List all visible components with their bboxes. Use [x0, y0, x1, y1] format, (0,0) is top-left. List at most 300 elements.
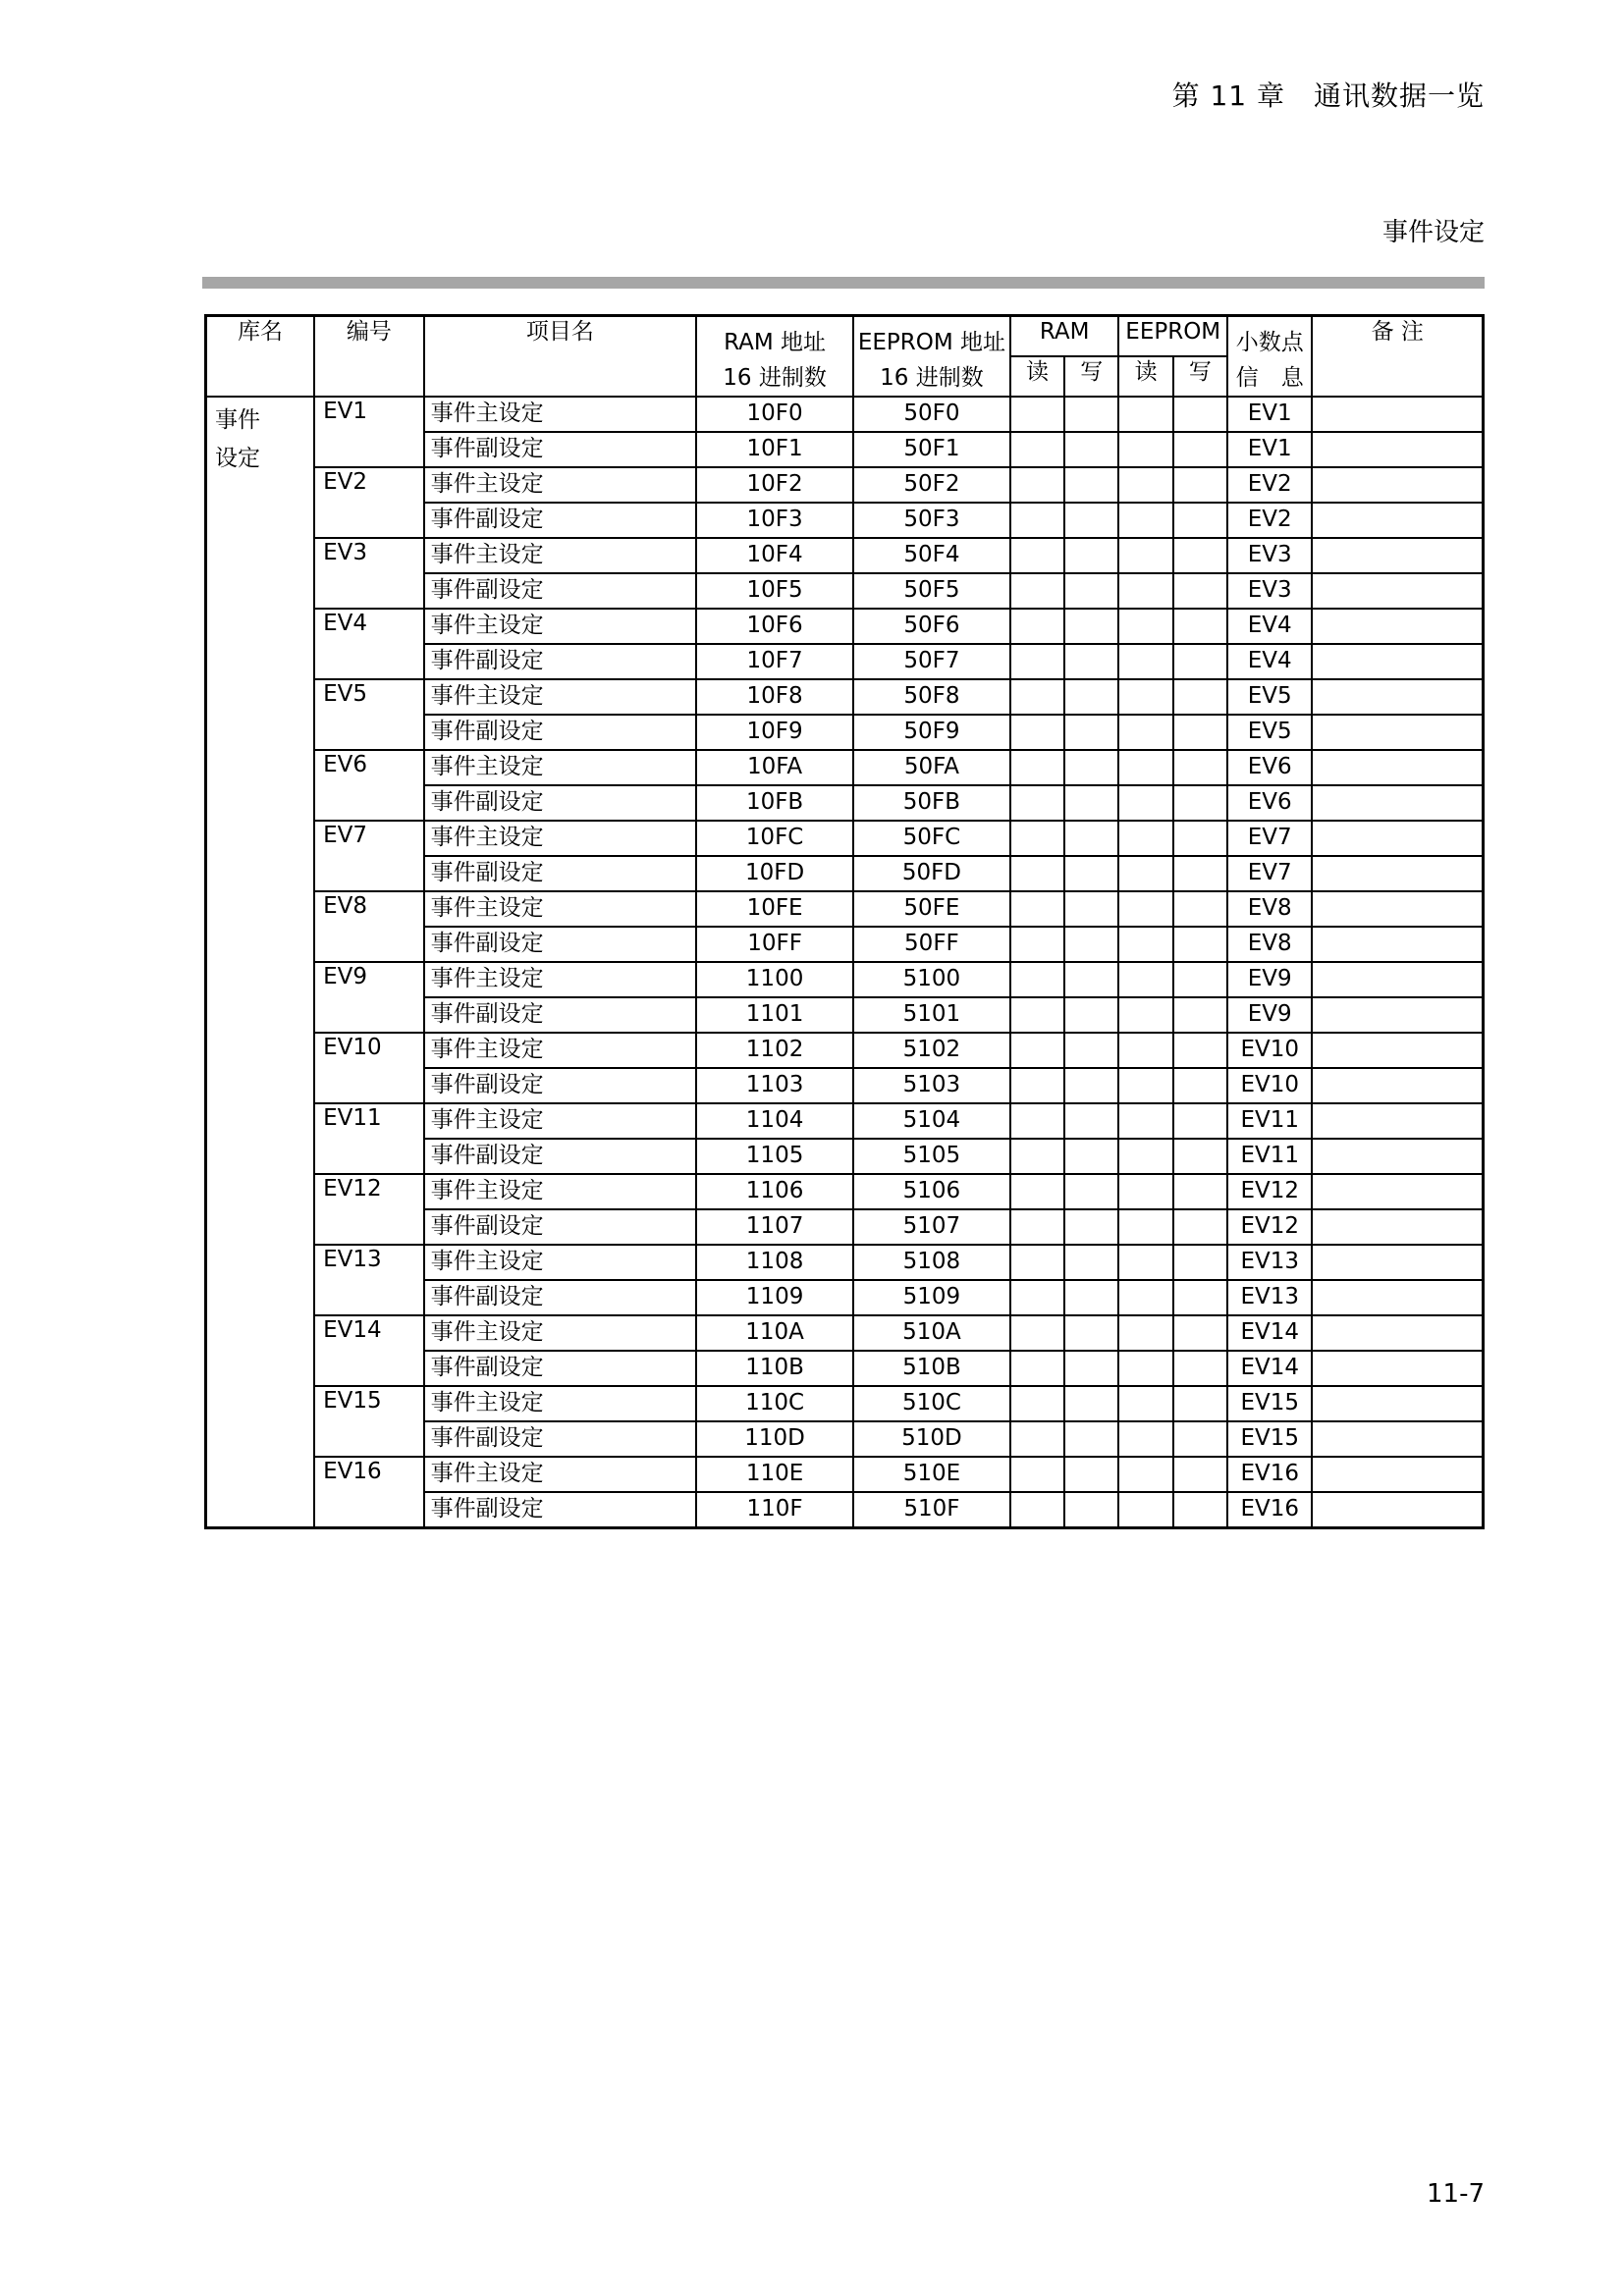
chapter-header: 第 11 章 通讯数据一览 [1171, 80, 1485, 112]
ram-address-cell: 1106 [696, 1174, 853, 1209]
decimal-info-cell: EV11 [1227, 1139, 1312, 1174]
decimal-info-cell: EV11 [1227, 1103, 1312, 1139]
ram-write-cell [1064, 644, 1118, 679]
ram-read-cell [1010, 503, 1064, 538]
eeprom-address-cell: 50F7 [853, 644, 1010, 679]
remarks-cell [1312, 927, 1483, 962]
eeprom-address-cell: 50FF [853, 927, 1010, 962]
ram-write-cell [1064, 467, 1118, 503]
eeprom-address-cell: 5100 [853, 962, 1010, 997]
library-name-line: 事件 [215, 407, 260, 433]
ram-address-cell: 10F3 [696, 503, 853, 538]
ram-read-cell [1010, 1103, 1064, 1139]
eeprom-read-cell [1118, 997, 1172, 1033]
ram-address-cell: 10F8 [696, 679, 853, 715]
ram-read-cell [1010, 1421, 1064, 1457]
item-name-cell: 事件副设定 [424, 997, 696, 1033]
eeprom-address-cell: 50F3 [853, 503, 1010, 538]
decimal-info-cell: EV1 [1227, 397, 1312, 432]
item-name-cell: 事件主设定 [424, 1386, 696, 1421]
eeprom-address-cell: 510C [853, 1386, 1010, 1421]
ram-write-cell [1064, 715, 1118, 750]
eeprom-address-cell: 5103 [853, 1068, 1010, 1103]
col-item-name-header: 项目名 [424, 316, 696, 398]
ram-address-hex-label: 16 进制数 [723, 365, 827, 391]
table-row [206, 821, 1484, 856]
ram-read-cell [1010, 1139, 1064, 1174]
ram-read-cell [1010, 538, 1064, 573]
item-name-cell: 事件主设定 [424, 679, 696, 715]
ram-write-cell [1064, 962, 1118, 997]
ram-read-cell [1010, 1457, 1064, 1492]
decimal-info-cell: EV15 [1227, 1421, 1312, 1457]
ram-write-cell [1064, 1351, 1118, 1386]
ram-write-cell [1064, 538, 1118, 573]
ram-address-cell: 1107 [696, 1209, 853, 1245]
ram-write-cell [1064, 1245, 1118, 1280]
ram-address-cell: 110F [696, 1492, 853, 1527]
decimal-info-cell: EV13 [1227, 1280, 1312, 1315]
eeprom-address-cell: 510E [853, 1457, 1010, 1492]
table-row [206, 1245, 1484, 1280]
table-row [206, 1033, 1484, 1068]
ram-read-header: 读 [1010, 356, 1064, 397]
ram-write-cell [1064, 397, 1118, 432]
eeprom-write-cell [1173, 1174, 1227, 1209]
eeprom-read-cell [1118, 1421, 1172, 1457]
eeprom-write-cell [1173, 573, 1227, 609]
item-name-cell: 事件主设定 [424, 538, 696, 573]
eeprom-address-cell: 50FB [853, 785, 1010, 821]
ram-write-cell [1064, 1174, 1118, 1209]
remarks-cell [1312, 1421, 1483, 1457]
remarks-cell [1312, 821, 1483, 856]
col-decimal-header [1227, 316, 1312, 398]
remarks-cell [1312, 1139, 1483, 1174]
ram-read-cell [1010, 715, 1064, 750]
eeprom-read-cell [1118, 1209, 1172, 1245]
ram-read-cell [1010, 962, 1064, 997]
eeprom-read-cell [1118, 1315, 1172, 1351]
decimal-info-cell: EV6 [1227, 750, 1312, 785]
eeprom-address-cell: 50FA [853, 750, 1010, 785]
ram-write-cell [1064, 609, 1118, 644]
decimal-info-cell: EV3 [1227, 573, 1312, 609]
ram-read-cell [1010, 397, 1064, 432]
eeprom-read-cell [1118, 397, 1172, 432]
table-row [206, 962, 1484, 997]
ram-write-cell [1064, 1103, 1118, 1139]
decimal-info-cell: EV10 [1227, 1033, 1312, 1068]
eeprom-write-cell [1173, 1315, 1227, 1351]
eeprom-read-cell [1118, 1068, 1172, 1103]
event-number-cell: EV8 [314, 891, 424, 962]
eeprom-address-hex-label: 16 进制数 [880, 365, 984, 391]
table-row [206, 1103, 1484, 1139]
remarks-cell [1312, 997, 1483, 1033]
ram-write-cell [1064, 927, 1118, 962]
ram-write-cell [1064, 1033, 1118, 1068]
decimal-info-cell: EV9 [1227, 962, 1312, 997]
decimal-info-cell: EV12 [1227, 1174, 1312, 1209]
col-library-header: 库名 [206, 316, 315, 398]
eeprom-write-cell [1173, 1457, 1227, 1492]
event-number-cell: EV9 [314, 962, 424, 1033]
decimal-info-cell: EV4 [1227, 644, 1312, 679]
remarks-cell [1312, 1174, 1483, 1209]
eeprom-address-cell: 5107 [853, 1209, 1010, 1245]
ram-address-cell: 1105 [696, 1139, 853, 1174]
ram-address-cell: 10F4 [696, 538, 853, 573]
ram-address-cell: 10F7 [696, 644, 853, 679]
eeprom-read-cell [1118, 962, 1172, 997]
remarks-cell [1312, 397, 1483, 432]
ram-read-cell [1010, 856, 1064, 891]
ram-write-header: 写 [1064, 356, 1118, 397]
eeprom-address-cell: 510F [853, 1492, 1010, 1527]
ram-address-cell: 1101 [696, 997, 853, 1033]
eeprom-address-label: EEPROM 地址 [857, 330, 1006, 355]
eeprom-address-cell: 5105 [853, 1139, 1010, 1174]
remarks-cell [1312, 1033, 1483, 1068]
eeprom-write-cell [1173, 1280, 1227, 1315]
remarks-cell [1312, 467, 1483, 503]
register-table [204, 314, 1485, 1529]
item-name-cell: 事件主设定 [424, 1315, 696, 1351]
ram-read-cell [1010, 1033, 1064, 1068]
eeprom-read-cell [1118, 1103, 1172, 1139]
eeprom-write-cell [1173, 1386, 1227, 1421]
item-name-cell: 事件副设定 [424, 1280, 696, 1315]
eeprom-read-cell [1118, 573, 1172, 609]
item-name-cell: 事件副设定 [424, 432, 696, 467]
item-name-cell: 事件主设定 [424, 821, 696, 856]
ram-read-cell [1010, 1068, 1064, 1103]
ram-read-cell [1010, 1174, 1064, 1209]
eeprom-write-cell [1173, 891, 1227, 927]
ram-write-cell [1064, 856, 1118, 891]
eeprom-read-cell [1118, 1492, 1172, 1527]
ram-read-cell [1010, 821, 1064, 856]
ram-address-cell: 10F1 [696, 432, 853, 467]
decimal-info-cell: EV1 [1227, 432, 1312, 467]
table-row [206, 1315, 1484, 1351]
remarks-cell [1312, 644, 1483, 679]
ram-write-cell [1064, 997, 1118, 1033]
decimal-info-cell: EV9 [1227, 997, 1312, 1033]
item-name-cell: 事件主设定 [424, 467, 696, 503]
table-row [206, 467, 1484, 503]
eeprom-read-cell [1118, 927, 1172, 962]
eeprom-read-cell [1118, 432, 1172, 467]
ram-address-cell: 10F2 [696, 467, 853, 503]
table-row [206, 397, 1484, 432]
decimal-info-cell: EV8 [1227, 927, 1312, 962]
table-row [206, 1457, 1484, 1492]
item-name-cell: 事件副设定 [424, 1068, 696, 1103]
eeprom-read-cell [1118, 1245, 1172, 1280]
eeprom-address-cell: 50F9 [853, 715, 1010, 750]
ram-read-cell [1010, 891, 1064, 927]
library-name-line: 设定 [215, 446, 260, 471]
item-name-cell: 事件副设定 [424, 927, 696, 962]
ram-write-cell [1064, 573, 1118, 609]
item-name-cell: 事件副设定 [424, 856, 696, 891]
decimal-info-cell: EV14 [1227, 1315, 1312, 1351]
eeprom-write-cell [1173, 467, 1227, 503]
eeprom-write-cell [1173, 1209, 1227, 1245]
eeprom-address-cell: 5109 [853, 1280, 1010, 1315]
ram-read-cell [1010, 927, 1064, 962]
remarks-cell [1312, 1315, 1483, 1351]
eeprom-read-cell [1118, 856, 1172, 891]
eeprom-write-cell [1173, 1351, 1227, 1386]
item-name-cell: 事件副设定 [424, 1492, 696, 1527]
item-name-cell: 事件主设定 [424, 1103, 696, 1139]
eeprom-write-cell [1173, 962, 1227, 997]
remarks-cell [1312, 1068, 1483, 1103]
ram-read-cell [1010, 1386, 1064, 1421]
ram-read-cell [1010, 1209, 1064, 1245]
eeprom-read-cell [1118, 1033, 1172, 1068]
remarks-cell [1312, 679, 1483, 715]
remarks-cell [1312, 1245, 1483, 1280]
event-number-cell: EV12 [314, 1174, 424, 1245]
ram-write-cell [1064, 679, 1118, 715]
col-eeprom-access-header: EEPROM [1118, 316, 1227, 357]
eeprom-address-cell: 50F8 [853, 679, 1010, 715]
remarks-cell [1312, 750, 1483, 785]
eeprom-read-cell [1118, 1280, 1172, 1315]
table-row [206, 609, 1484, 644]
item-name-cell: 事件副设定 [424, 1209, 696, 1245]
decimal-info-cell: EV7 [1227, 856, 1312, 891]
ram-address-cell: 110B [696, 1351, 853, 1386]
eeprom-read-cell [1118, 1386, 1172, 1421]
decimal-info-cell: EV15 [1227, 1386, 1312, 1421]
item-name-cell: 事件副设定 [424, 503, 696, 538]
eeprom-write-cell [1173, 1139, 1227, 1174]
eeprom-address-cell: 510A [853, 1315, 1010, 1351]
ram-address-cell: 10FF [696, 927, 853, 962]
ram-address-cell: 110A [696, 1315, 853, 1351]
ram-address-cell: 10FD [696, 856, 853, 891]
eeprom-address-cell: 5108 [853, 1245, 1010, 1280]
ram-address-cell: 1104 [696, 1103, 853, 1139]
eeprom-read-cell [1118, 609, 1172, 644]
eeprom-read-cell [1118, 1457, 1172, 1492]
ram-read-cell [1010, 573, 1064, 609]
ram-address-cell: 10F5 [696, 573, 853, 609]
ram-address-label: RAM 地址 [724, 330, 827, 355]
remarks-cell [1312, 538, 1483, 573]
ram-address-cell: 110E [696, 1457, 853, 1492]
table-row [206, 679, 1484, 715]
eeprom-read-cell [1118, 1174, 1172, 1209]
ram-address-cell: 10FA [696, 750, 853, 785]
eeprom-read-cell [1118, 644, 1172, 679]
page-number: 11-7 [1426, 2179, 1485, 2209]
eeprom-write-cell [1173, 750, 1227, 785]
eeprom-address-cell: 5104 [853, 1103, 1010, 1139]
item-name-cell: 事件副设定 [424, 1421, 696, 1457]
ram-address-cell: 1102 [696, 1033, 853, 1068]
eeprom-read-cell [1118, 821, 1172, 856]
remarks-cell [1312, 432, 1483, 467]
ram-read-cell [1010, 1351, 1064, 1386]
remarks-cell [1312, 1351, 1483, 1386]
ram-read-cell [1010, 997, 1064, 1033]
ram-read-cell [1010, 750, 1064, 785]
item-name-cell: 事件主设定 [424, 750, 696, 785]
ram-address-cell: 10F0 [696, 397, 853, 432]
item-name-cell: 事件主设定 [424, 1174, 696, 1209]
decimal-info-cell: EV8 [1227, 891, 1312, 927]
ram-address-cell: 110C [696, 1386, 853, 1421]
event-number-cell: EV15 [314, 1386, 424, 1457]
ram-address-cell: 10F9 [696, 715, 853, 750]
decimal-info-cell: EV4 [1227, 609, 1312, 644]
remarks-cell [1312, 573, 1483, 609]
eeprom-read-cell [1118, 1139, 1172, 1174]
eeprom-address-cell: 50F5 [853, 573, 1010, 609]
remarks-cell [1312, 962, 1483, 997]
eeprom-address-cell: 50FD [853, 856, 1010, 891]
decimal-info-cell: EV16 [1227, 1492, 1312, 1527]
decimal-info-cell: EV3 [1227, 538, 1312, 573]
eeprom-write-cell [1173, 785, 1227, 821]
ram-write-cell [1064, 1209, 1118, 1245]
event-number-cell: EV13 [314, 1245, 424, 1315]
eeprom-write-cell [1173, 821, 1227, 856]
eeprom-write-cell [1173, 1103, 1227, 1139]
col-number-header: 编号 [314, 316, 424, 398]
eeprom-address-cell: 50F0 [853, 397, 1010, 432]
col-remarks-header: 备 注 [1312, 316, 1483, 398]
remarks-cell [1312, 1492, 1483, 1527]
remarks-cell [1312, 1209, 1483, 1245]
eeprom-write-cell [1173, 715, 1227, 750]
remarks-cell [1312, 1103, 1483, 1139]
eeprom-write-cell [1173, 679, 1227, 715]
section-divider [202, 277, 1485, 289]
ram-read-cell [1010, 1315, 1064, 1351]
eeprom-address-cell: 5106 [853, 1174, 1010, 1209]
eeprom-write-cell [1173, 1033, 1227, 1068]
ram-write-cell [1064, 503, 1118, 538]
col-eeprom-address-header [853, 316, 1010, 398]
eeprom-read-cell [1118, 503, 1172, 538]
decimal-info-cell: EV2 [1227, 467, 1312, 503]
col-ram-access-header: RAM [1010, 316, 1119, 357]
ram-read-cell [1010, 432, 1064, 467]
eeprom-address-cell: 5102 [853, 1033, 1010, 1068]
remarks-cell [1312, 785, 1483, 821]
eeprom-write-cell [1173, 432, 1227, 467]
ram-write-cell [1064, 1457, 1118, 1492]
ram-address-cell: 110D [696, 1421, 853, 1457]
event-number-cell: EV2 [314, 467, 424, 538]
remarks-cell [1312, 1457, 1483, 1492]
event-number-cell: EV4 [314, 609, 424, 679]
event-number-cell: EV14 [314, 1315, 424, 1386]
event-number-cell: EV5 [314, 679, 424, 750]
event-number-cell: EV1 [314, 397, 424, 467]
ram-address-cell: 10FE [696, 891, 853, 927]
eeprom-address-cell: 50F4 [853, 538, 1010, 573]
eeprom-address-cell: 510D [853, 1421, 1010, 1457]
item-name-cell: 事件主设定 [424, 609, 696, 644]
ram-read-cell [1010, 785, 1064, 821]
ram-write-cell [1064, 1386, 1118, 1421]
ram-read-cell [1010, 1280, 1064, 1315]
eeprom-write-cell [1173, 538, 1227, 573]
decimal-info-cell: EV13 [1227, 1245, 1312, 1280]
event-number-cell: EV6 [314, 750, 424, 821]
eeprom-address-cell: 50FE [853, 891, 1010, 927]
eeprom-write-cell [1173, 927, 1227, 962]
library-cell [206, 397, 315, 1527]
decimal-info-cell: EV12 [1227, 1209, 1312, 1245]
remarks-cell [1312, 503, 1483, 538]
table-row [206, 538, 1484, 573]
ram-address-cell: 10F6 [696, 609, 853, 644]
remarks-cell [1312, 1386, 1483, 1421]
eeprom-read-cell [1118, 679, 1172, 715]
ram-write-cell [1064, 821, 1118, 856]
decimal-label: 小数点 [1235, 330, 1304, 355]
remarks-cell [1312, 891, 1483, 927]
item-name-cell: 事件主设定 [424, 891, 696, 927]
eeprom-write-cell [1173, 1492, 1227, 1527]
eeprom-read-cell [1118, 1351, 1172, 1386]
remarks-cell [1312, 609, 1483, 644]
decimal-info-cell: EV7 [1227, 821, 1312, 856]
decimal-info-cell: EV2 [1227, 503, 1312, 538]
eeprom-read-cell [1118, 715, 1172, 750]
eeprom-write-header: 写 [1173, 356, 1227, 397]
ram-read-cell [1010, 609, 1064, 644]
eeprom-address-cell: 50FC [853, 821, 1010, 856]
item-name-cell: 事件主设定 [424, 1457, 696, 1492]
eeprom-write-cell [1173, 1245, 1227, 1280]
item-name-cell: 事件主设定 [424, 1245, 696, 1280]
ram-write-cell [1064, 750, 1118, 785]
remarks-cell [1312, 1280, 1483, 1315]
register-table-body [206, 397, 1484, 1527]
decimal-info-label: 信 息 [1235, 365, 1304, 391]
eeprom-write-cell [1173, 503, 1227, 538]
section-title: 事件设定 [1381, 218, 1485, 247]
item-name-cell: 事件副设定 [424, 573, 696, 609]
ram-write-cell [1064, 1139, 1118, 1174]
item-name-cell: 事件主设定 [424, 397, 696, 432]
ram-address-cell: 10FB [696, 785, 853, 821]
ram-write-cell [1064, 1280, 1118, 1315]
event-number-cell: EV3 [314, 538, 424, 609]
event-number-cell: EV11 [314, 1103, 424, 1174]
remarks-cell [1312, 856, 1483, 891]
eeprom-write-cell [1173, 1421, 1227, 1457]
decimal-info-cell: EV5 [1227, 679, 1312, 715]
item-name-cell: 事件副设定 [424, 785, 696, 821]
eeprom-write-cell [1173, 609, 1227, 644]
col-ram-address-header [696, 316, 853, 398]
table-row [206, 1174, 1484, 1209]
eeprom-write-cell [1173, 1068, 1227, 1103]
event-number-cell: EV10 [314, 1033, 424, 1103]
remarks-cell [1312, 715, 1483, 750]
